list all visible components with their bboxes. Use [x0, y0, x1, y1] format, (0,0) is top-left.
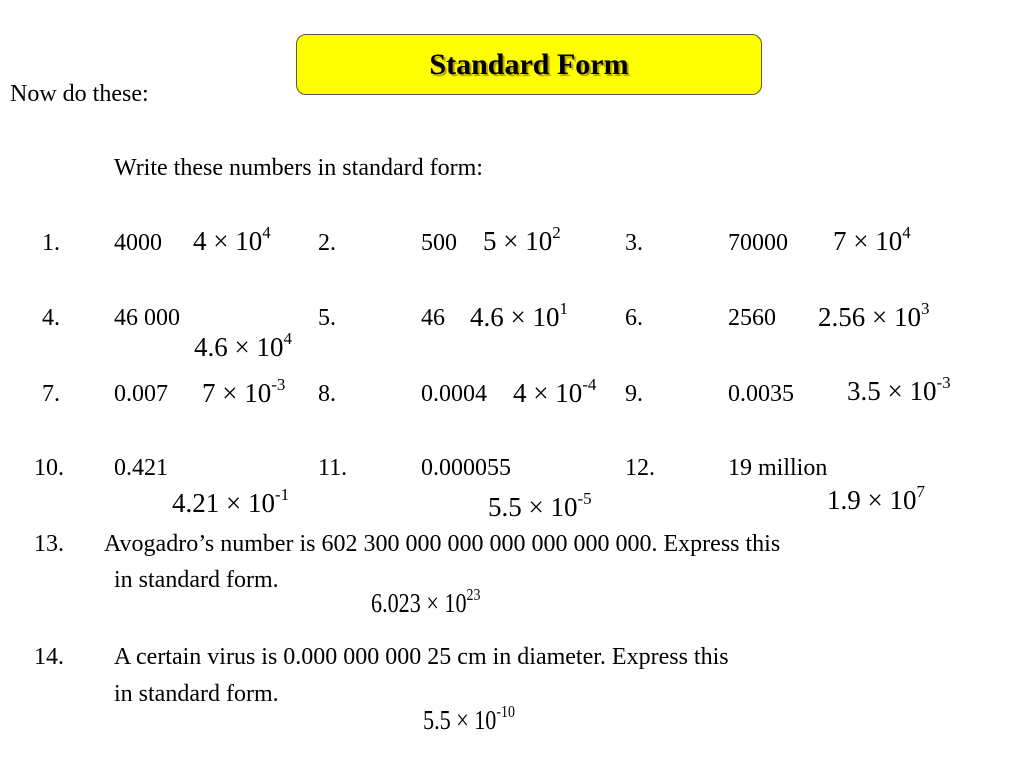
- question-number: 7.: [42, 381, 60, 407]
- answer-exponent: -4: [582, 375, 597, 394]
- question-number: 12.: [625, 455, 655, 481]
- answer-exponent: 4: [902, 223, 911, 242]
- answer-exponent: 1: [559, 299, 568, 318]
- question-number: 2.: [318, 230, 336, 256]
- answer-exponent: 2: [552, 223, 561, 242]
- answer: [827, 482, 925, 516]
- question-number: 3.: [625, 230, 643, 256]
- question-value: 19 million: [728, 455, 828, 481]
- answer: [818, 299, 930, 333]
- answer: [172, 485, 290, 519]
- answer: [833, 223, 911, 257]
- answer-mantissa: 5 × 10: [483, 226, 553, 256]
- answer-mantissa: 4.6 × 10: [470, 302, 560, 332]
- question-value: 46 000: [114, 305, 180, 331]
- answer-exponent: -5: [577, 489, 592, 508]
- question-value: 70000: [728, 230, 788, 256]
- question-value: 2560: [728, 305, 776, 331]
- question-number: 5.: [318, 305, 336, 331]
- question-text: in standard form.: [114, 567, 279, 593]
- answer-exponent: 4: [262, 223, 271, 242]
- answer-mantissa: 1.9 × 10: [827, 485, 917, 515]
- question-value: 0.007: [114, 381, 168, 407]
- intro-text: Now do these:: [10, 81, 149, 107]
- answer-exponent: 23: [466, 585, 481, 604]
- answer: [470, 299, 568, 333]
- answer: [513, 375, 597, 409]
- answer-mantissa: 7 × 10: [833, 226, 903, 256]
- question-number: 10.: [34, 455, 64, 481]
- question-number: 14.: [34, 644, 64, 670]
- page-title: Standard Form: [429, 47, 629, 81]
- answer-exponent: 4: [283, 329, 292, 348]
- answer: [202, 375, 286, 409]
- question-value: 0.000055: [421, 455, 511, 481]
- answer: [371, 585, 481, 619]
- question-number: 9.: [625, 381, 643, 407]
- answer-mantissa: 3.5 × 10: [847, 376, 937, 406]
- answer-mantissa: 4.6 × 10: [194, 332, 284, 362]
- answer-mantissa: 7 × 10: [202, 378, 272, 408]
- answer: [194, 329, 292, 363]
- answer-exponent: -3: [936, 373, 951, 392]
- answer: [847, 373, 951, 407]
- question-text: Avogadro’s number is 602 300 000 000 000 000 000 000. Express this: [104, 531, 781, 557]
- question-number: 8.: [318, 381, 336, 407]
- answer-mantissa: 2.56 × 10: [818, 302, 921, 332]
- answer: [488, 489, 592, 523]
- question-value: 46: [421, 305, 445, 331]
- question-number: 1.: [42, 230, 60, 256]
- question-value: 500: [421, 230, 457, 256]
- answer-exponent: -1: [274, 485, 290, 504]
- question-text: A certain virus is 0.000 000 000 25 cm in diameter. Express this: [114, 644, 729, 670]
- title-banner: [296, 34, 762, 95]
- question-value: 4000: [114, 230, 162, 256]
- answer-mantissa: 4 × 10: [513, 378, 583, 408]
- answer-mantissa: 4 × 10: [193, 226, 263, 256]
- answer-mantissa: 4.21 × 10: [172, 488, 275, 518]
- answer: [423, 702, 515, 736]
- instruction-text: Write these numbers in standard form:: [114, 155, 483, 181]
- answer-exponent: -10: [496, 702, 515, 721]
- answer-exponent: 3: [920, 299, 930, 318]
- question-number: 6.: [625, 305, 643, 331]
- answer-mantissa: 5.5 × 10: [488, 492, 578, 522]
- answer-mantissa: 5.5 × 10: [423, 705, 497, 735]
- answer: [193, 223, 271, 257]
- question-value: 0.0035: [728, 381, 794, 407]
- answer-exponent: 7: [916, 482, 925, 501]
- question-number: 13.: [34, 531, 64, 557]
- question-text: in standard form.: [114, 681, 279, 707]
- answer-exponent: -3: [271, 375, 286, 394]
- answer: [483, 223, 561, 257]
- answer-mantissa: 6.023 × 10: [371, 588, 467, 618]
- question-value: 0.0004: [421, 381, 487, 407]
- question-number: 4.: [42, 305, 60, 331]
- question-number: 11.: [318, 455, 348, 481]
- question-value: 0.421: [114, 455, 168, 481]
